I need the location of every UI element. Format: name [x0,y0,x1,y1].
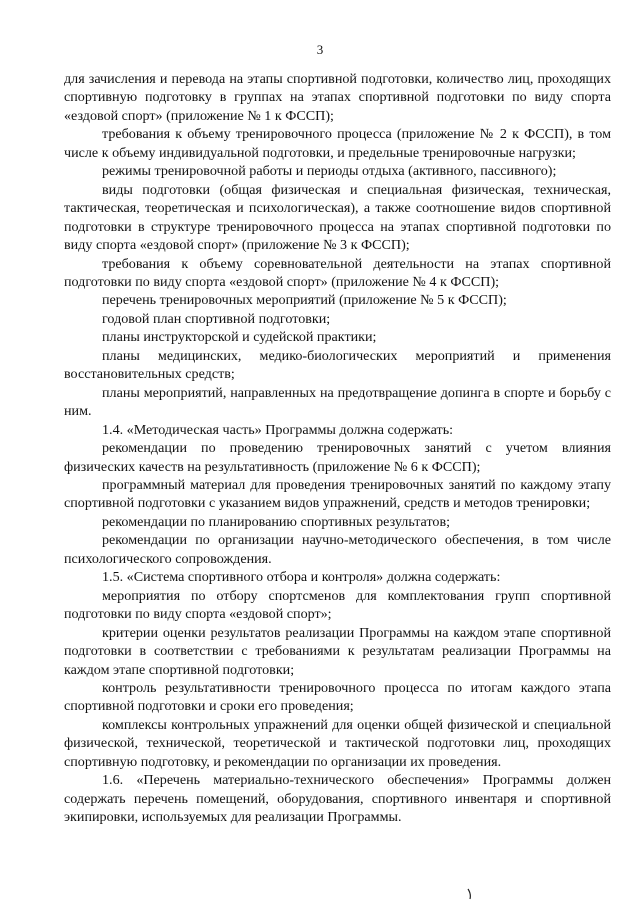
paragraph: годовой план спортивной подготовки; [102,310,331,327]
pen-mark-icon [465,888,477,900]
paragraph: перечень тренировочных мероприятий (приложение № 5 к ФССП); [102,292,507,309]
paragraph: планы инструкторской и судейской практики; [102,329,377,346]
paragraph: программный материал для проведения тренировочных занятий по каждому этапу спортивной подготовки с указанием видов упражнений, средств и методов тренировки; [64,476,611,512]
paragraph: мероприятия по отбору спортсменов для комплектования групп спортивной подготовки по виду спорта «ездовой спорт»; [64,587,611,623]
paragraph: требования к объему соревновательной деятельности на этапах спортивной подготовки по виду спорта «ездовой спорт» (приложение № 4 к ФССП); [64,255,611,290]
paragraph: режимы тренировочной работы и периоды отдыха (активного, пассивного); [102,163,557,180]
paragraph: виды подготовки (общая физическая и специальная физическая, техническая, тактическая, теоретическая и психологическая), а также соотношение видов спортивной подготовки в структуре тренировочного процесса на этапах спортивной подготовки по виду спорта «ездовой спорт» (приложение № 3 к ФССП); [64,181,611,254]
paragraph: контроль результативности тренировочного процесса по итогам каждого этапа спортивной подготовки и сроки его проведения; [64,679,611,715]
section-heading-1-6: 1.6. «Перечень материально-технического обеспечения» Программы должен содержать перечень помещений, оборудования, спортивного инвентаря и спортивной экипировки, используемых для реализации Программы. [64,772,611,826]
paragraph: требования к объему тренировочного процесса (приложение № 2 к ФССП), в том числе к объему индивидуальной подготовки, и предельные тренировочные нагрузки; [64,126,611,161]
paragraph: для зачисления и перевода на этапы спортивной подготовки, количество лиц, проходящих спортивную подготовку в группах на этапах спортивной подготовки по виду спорта «ездовой спорт» (приложение № 1 к ФССП); [64,71,611,124]
section-heading-1-4: 1.4. «Методическая часть» Программы должна содержать: [102,421,454,438]
paragraph: рекомендации по проведению тренировочных занятий с учетом влияния физических качеств на результативность (приложение № 6 к ФССП); [64,440,611,475]
document-body [64,70,611,827]
paragraph: рекомендации по планированию спортивных результатов; [102,513,451,530]
paragraph: рекомендации по организации научно-методического обеспечения, в том числе психологического сопровождения. [64,532,611,567]
paragraph: планы медицинских, медико-биологических мероприятий и применения восстановительных средств; [64,347,611,383]
section-heading-1-5: 1.5. «Система спортивного отбора и контроля» должна содержать: [102,569,501,586]
paragraph: комплексы контрольных упражнений для оценки общей физической и специальной физической, технической, теоретической и тактической подготовки лиц, проходящих спортивную подготовку, и рекомендации по организации их проведения. [64,716,611,770]
paragraph: критерии оценки результатов реализации Программы на каждом этапе спортивной подготовки в соответствии с требованиями к результатам реализации Программы на каждом этапе спортивной подготовки; [64,624,611,678]
page-number: 3 [316,42,324,57]
paragraph: планы мероприятий, направленных на предотвращение допинга в спорте и борьбу с ним. [64,384,611,420]
